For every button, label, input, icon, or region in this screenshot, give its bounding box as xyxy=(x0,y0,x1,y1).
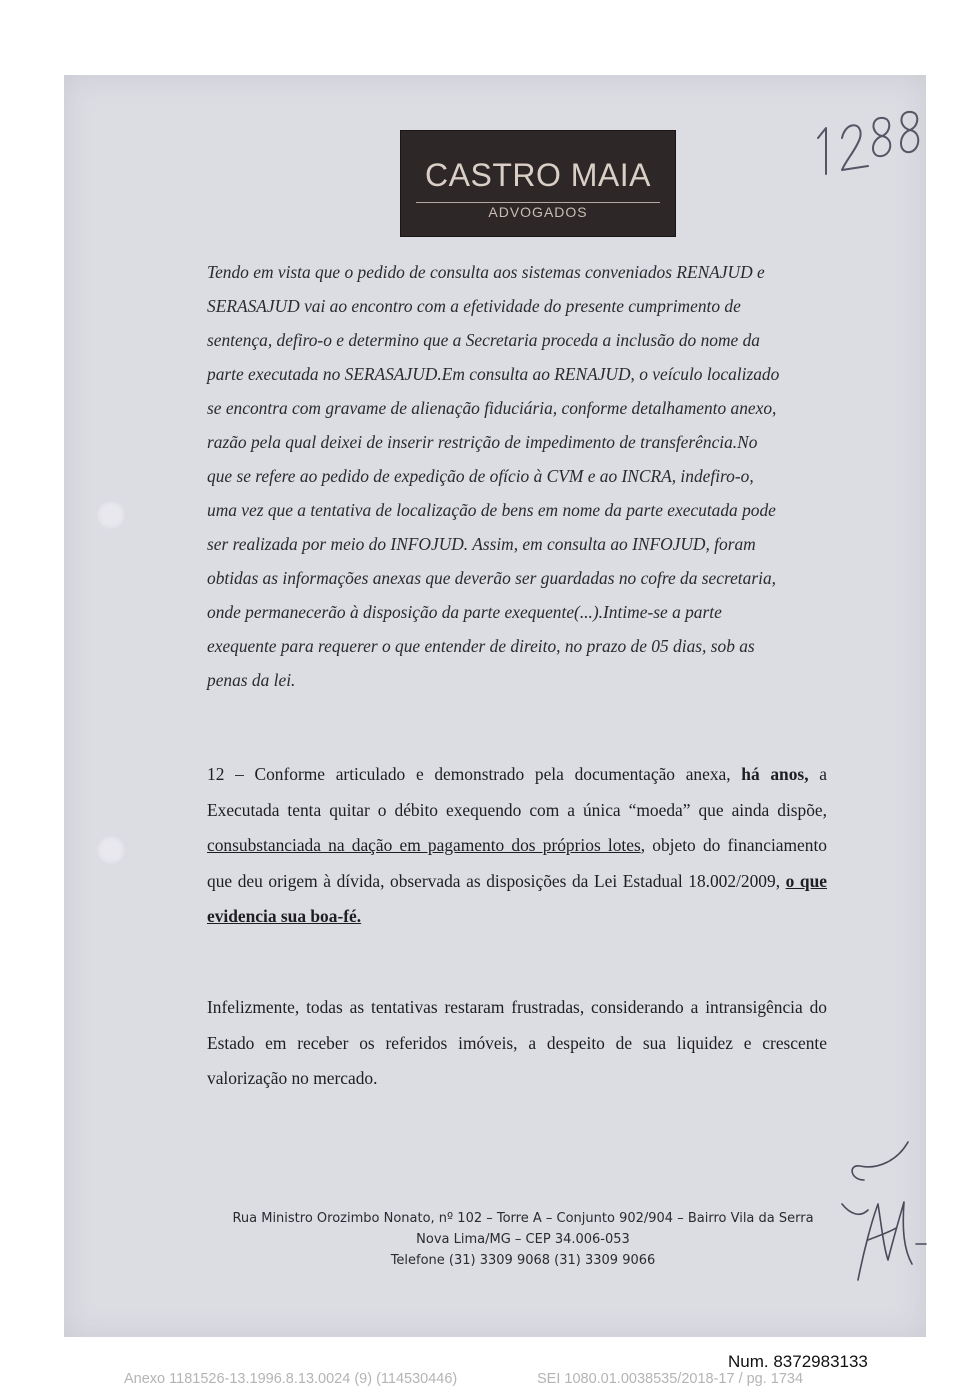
p12-text-2: a Executada tenta quitar o débito exequendo com a única “moeda” que ainda dispõe, xyxy=(207,764,827,820)
p12-text-3: , objeto do financiamento que deu origem à dívida, observada as disposições da Lei Estadual 18.002/2009, xyxy=(207,835,827,891)
paragraph-12 xyxy=(207,757,827,935)
handwritten-signature xyxy=(838,1140,928,1290)
document-number: Num. 8372983133 xyxy=(728,1352,868,1371)
footer-phone: Telefone (31) 3309 9068 (31) 3309 9066 xyxy=(390,1253,656,1268)
annex-reference-left: Anexo 1181526-13.1996.8.13.0024 (9) (114530446) xyxy=(124,1371,458,1387)
letterhead-footer xyxy=(200,1208,846,1271)
quote-line: exequente para requerer o que entender de direito, no prazo de 05 dias, sob as xyxy=(207,636,755,656)
footer-city: Nova Lima/MG – CEP 34.006-053 xyxy=(416,1232,630,1247)
quote-line: Tendo em vista que o pedido de consulta aos sistemas conveniados RENAJUD e xyxy=(207,262,765,282)
p12-text-1: 12 – Conforme articulado e demonstrado pela documentação anexa, xyxy=(207,764,742,784)
logo-subtitle: ADVOGADOS xyxy=(488,204,588,220)
quote-line: uma vez que a tentativa de localização de bens em nome da parte executada pode xyxy=(207,500,776,520)
punch-hole-bottom xyxy=(96,835,126,865)
p12-bold-years: há anos, xyxy=(741,764,809,784)
p12-underlined-dation: consubstanciada na dação em pagamento dos próprios lotes xyxy=(207,835,641,855)
quote-line: parte executada no SERASAJUD.Em consulta ao RENAJUD, o veículo localizado xyxy=(207,364,780,384)
letterhead-logo xyxy=(400,130,676,237)
quote-line: que se refere ao pedido de expedição de ofício à CVM e ao INCRA, indefiro-o, xyxy=(207,466,754,486)
quote-line: SERASAJUD vai ao encontro com a efetividade do presente cumprimento de xyxy=(207,296,741,316)
footer-address: Rua Ministro Orozimbo Nonato, nº 102 – Torre A – Conjunto 902/904 – Bairro Vila da Serra xyxy=(232,1211,814,1226)
quote-line: se encontra com gravame de alienação fiduciária, conforme detalhamento anexo, xyxy=(207,398,777,418)
handwritten-page-number xyxy=(812,98,932,178)
p12-good-faith: o que evidencia sua boa-fé. xyxy=(207,870,827,926)
punch-hole-top xyxy=(96,500,126,530)
quote-line: ser realizada por meio do INFOJUD. Assim, em consulta ao INFOJUD, foram xyxy=(207,534,756,554)
quote-line: sentença, defiro-o e determino que a Secretaria proceda a inclusão do nome da xyxy=(207,330,760,350)
quote-line: obtidas as informações anexas que deverão ser guardadas no cofre da secretaria, xyxy=(207,568,776,588)
paragraph-unfortunately: Infelizmente, todas as tentativas restaram frustradas, considerando a intransigência do Estado em receber os referidos imóveis, a despeito de sua liquidez e crescente valorização no mercado. xyxy=(207,997,827,1088)
logo-divider xyxy=(416,202,660,203)
quote-line: razão pela qual deixei de inserir restrição de impedimento de transferência.No xyxy=(207,432,758,452)
logo-brand: CASTRO MAIA xyxy=(425,157,651,193)
quoted-court-decision xyxy=(207,255,827,697)
quote-line: onde permanecerão à disposição da parte exequente(...).Intime-se a parte xyxy=(207,602,722,622)
quote-line: penas da lei. xyxy=(207,670,296,690)
annex-reference-right: SEI 1080.01.0038535/2018-17 / pg. 1734 xyxy=(537,1371,804,1387)
